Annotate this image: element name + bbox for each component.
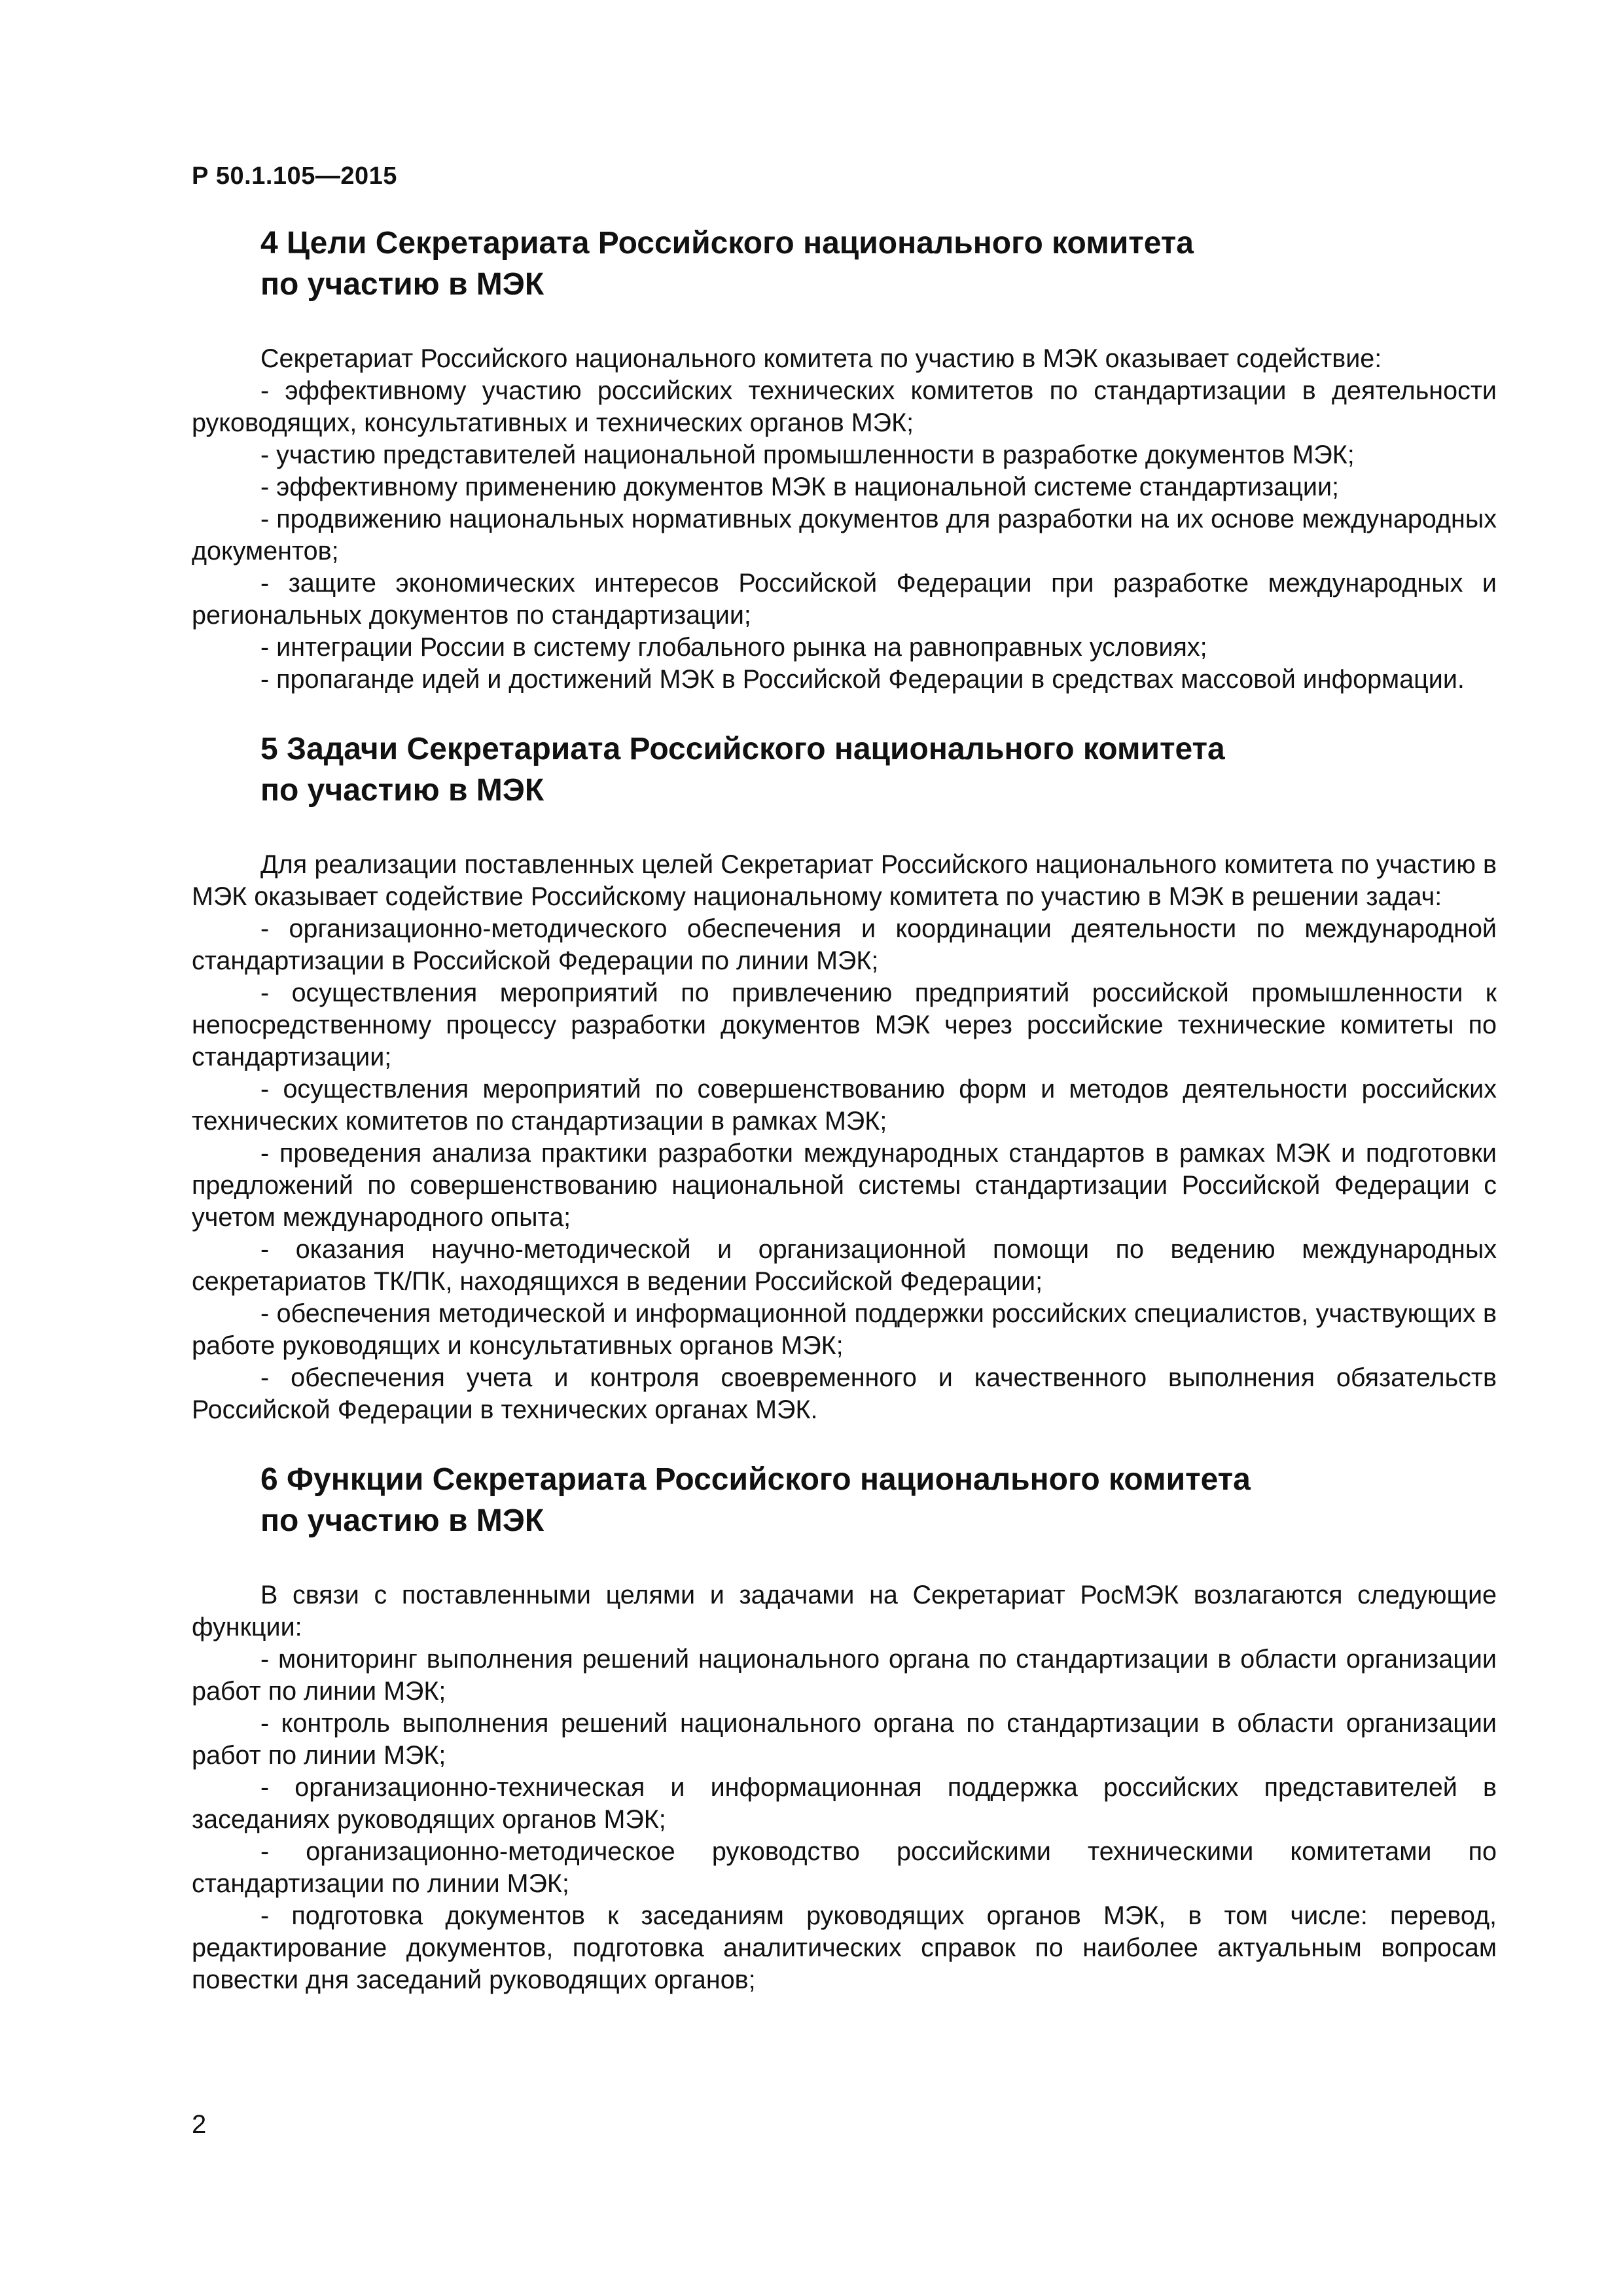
- section-title-line: 6 Функции Секретариата Российского национального комитета: [260, 1462, 1251, 1497]
- list-item: - оказания научно-методической и организационной помощи по ведению международных секретариатов ТК/ПК, находящихся в ведении Российской Федерации;: [192, 1235, 1497, 1296]
- list-item: - обеспечения учета и контроля своевременного и качественного выполнения обязательств Российской Федерации в технических органах МЭК.: [192, 1363, 1497, 1424]
- list-item: - пропаганде идей и достижений МЭК в Российской Федерации в средствах массовой информации.: [260, 665, 1465, 694]
- section-4: [192, 223, 1497, 696]
- list-item: - подготовка документов к заседаниям руководящих органов МЭК, в том числе: перевод, редактирование документов, подготовка аналитических справок по наиболее актуальным вопросам повестки дня заседаний руководящих органов;: [192, 1901, 1497, 1994]
- list-item: - осуществления мероприятий по совершенствованию форм и методов деятельности российских технических комитетов по стандартизации в рамках МЭК;: [192, 1075, 1497, 1136]
- list-item: - контроль выполнения решений национального органа по стандартизации в области организации работ по линии МЭК;: [192, 1709, 1497, 1770]
- section-title-line: 4 Цели Секретариата Российского национального комитета: [260, 226, 1194, 260]
- list-item: - эффективному участию российских технических комитетов по стандартизации в деятельности руководящих, консультативных и технических органов МЭК;: [192, 376, 1497, 437]
- paragraph: Секретариат Российского национального комитета по участию в МЭК оказывает содействие:: [260, 344, 1382, 373]
- section-title-line: 5 Задачи Секретариата Российского национального комитета: [260, 732, 1225, 766]
- list-item: - защите экономических интересов Российской Федерации при разработке международных и региональных документов по стандартизации;: [192, 569, 1497, 630]
- section-6: [192, 1459, 1497, 1996]
- list-item: - мониторинг выполнения решений национального органа по стандартизации в области организации работ по линии МЭК;: [192, 1645, 1497, 1706]
- section-title: [192, 223, 1497, 305]
- document-body: [192, 223, 1497, 1996]
- document-code: Р 50.1.105—2015: [192, 162, 397, 190]
- list-item: - продвижению национальных нормативных документов для разработки на их основе международных документов;: [192, 505, 1497, 565]
- list-item: - интеграции России в систему глобального рынка на равноправных условиях;: [260, 633, 1207, 662]
- list-item: - организационно-техническая и информационная поддержка российских представителей в заседаниях руководящих органов МЭК;: [192, 1773, 1497, 1834]
- list-item: - эффективному применению документов МЭК в национальной системе стандартизации;: [260, 473, 1340, 501]
- section-title-line: по участию в МЭК: [260, 1503, 544, 1538]
- list-item: - участию представителей национальной промышленности в разработке документов МЭК;: [260, 440, 1355, 469]
- section-title-line: по участию в МЭК: [260, 267, 544, 302]
- list-item: - организационно-методического обеспечения и координации деятельности по международной стандартизации в Российской Федерации по линии МЭК;: [192, 914, 1497, 975]
- list-item: - обеспечения методической и информационной поддержки российских специалистов, участвующих в работе руководящих и консультативных органов МЭК;: [192, 1299, 1497, 1360]
- list-item: - проведения анализа практики разработки международных стандартов в рамках МЭК и подготовки предложений по совершенствованию национальной системы стандартизации Российской Федерации с учетом международного опыта;: [192, 1139, 1497, 1232]
- section-title-line: по участию в МЭК: [260, 773, 544, 808]
- section-title: [192, 1459, 1497, 1541]
- paragraph: Для реализации поставленных целей Секретариат Российского национального комитета по участию в МЭК оказывает содействие Российскому национальному комитета по участию в МЭК в решении задач:: [192, 850, 1497, 911]
- list-item: - организационно-методическое руководство российскими техническими комитетами по стандартизации по линии МЭК;: [192, 1837, 1497, 1898]
- page-number: 2: [192, 2110, 207, 2139]
- section-5: [192, 728, 1497, 1426]
- section-title: [192, 728, 1497, 811]
- list-item: - осуществления мероприятий по привлечению предприятий российской промышленности к непосредственному процессу разработки документов МЭК через российские технические комитеты по стандартизации;: [192, 978, 1497, 1071]
- paragraph: В связи с поставленными целями и задачами на Секретариат РосМЭК возлагаются следующие функции:: [192, 1581, 1497, 1641]
